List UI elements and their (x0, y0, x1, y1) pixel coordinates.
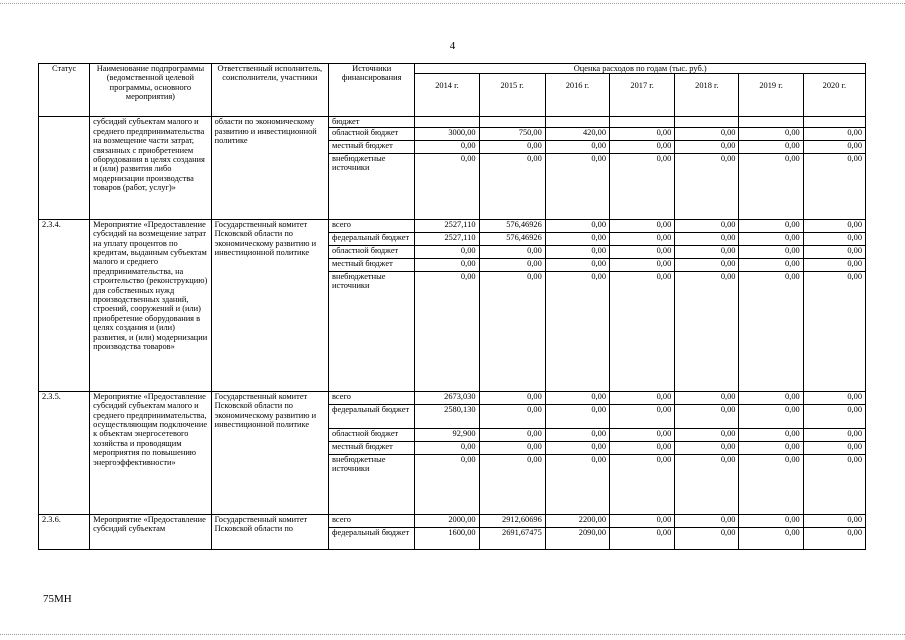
value-cell: 0,00 (415, 153, 479, 219)
value-cell: 0,00 (610, 271, 675, 391)
value-cell: 0,00 (675, 140, 739, 153)
value-cell: 0,00 (479, 153, 545, 219)
source-cell: областной бюджет (329, 245, 415, 258)
header-responsible: Ответственный исполнитель, соисполнители, участники (211, 64, 328, 117)
measure-name-cell: субсидий субъектам малого и среднего предпринимательства на возмещение части затрат, связанных с приобретением оборудования в целях создания и (или) развития либо модернизации производства товаров (работ, услуг)» (90, 117, 211, 219)
value-cell (739, 117, 803, 127)
value-cell (479, 117, 545, 127)
value-cell: 0,00 (415, 454, 479, 514)
measure-name-cell: Мероприятие «Предоставление субсидий на возмещение затрат на уплату процентов по кредитам, выданным субъектам малого и среднего предпринимательства, на строительство (реконструкцию) для собственных нужд производственных зданий, строений, сооружений и (или) приобретение оборудования в целях создания и (или) развития, и (или) модернизации производства товаров» (90, 219, 211, 391)
value-cell: 0,00 (610, 245, 675, 258)
value-cell: 0,00 (675, 127, 739, 140)
scan-edge-bottom (0, 634, 905, 635)
value-cell: 0,00 (610, 404, 675, 428)
table-header (39, 64, 866, 117)
status-cell (39, 117, 90, 219)
value-cell: 0,00 (739, 404, 803, 428)
value-cell: 0,00 (739, 514, 803, 527)
value-cell: 0,00 (545, 219, 609, 232)
header-estimate: Оценка расходов по годам (тыс. руб.) (415, 64, 866, 74)
value-cell: 0,00 (610, 153, 675, 219)
page-number: 4 (449, 40, 456, 52)
value-cell: 0,00 (479, 391, 545, 404)
value-cell: 0,00 (803, 441, 865, 454)
source-cell: бюджет (329, 117, 415, 127)
value-cell: 0,00 (545, 404, 609, 428)
value-cell: 3000,00 (415, 127, 479, 140)
value-cell: 0,00 (675, 271, 739, 391)
value-cell: 0,00 (803, 454, 865, 514)
value-cell: 0,00 (739, 441, 803, 454)
source-cell: областной бюджет (329, 127, 415, 140)
value-cell: 0,00 (545, 454, 609, 514)
responsible-cell: области по экономическому развитию и инвестиционной политике (211, 117, 328, 219)
value-cell: 0,00 (545, 441, 609, 454)
value-cell: 0,00 (739, 391, 803, 404)
value-cell (415, 117, 479, 127)
table-row (39, 117, 866, 127)
value-cell: 2090,00 (545, 527, 609, 549)
value-cell: 0,00 (415, 140, 479, 153)
value-cell: 0,00 (739, 219, 803, 232)
value-cell: 0,00 (739, 258, 803, 271)
value-cell: 0,00 (675, 527, 739, 549)
table-row (39, 219, 866, 232)
value-cell: 0,00 (479, 428, 545, 441)
value-cell: 0,00 (739, 140, 803, 153)
value-cell: 0,00 (479, 454, 545, 514)
source-cell: всего (329, 219, 415, 232)
value-cell: 0,00 (803, 219, 865, 232)
value-cell: 0,00 (479, 140, 545, 153)
value-cell: 92,900 (415, 428, 479, 441)
value-cell: 0,00 (803, 258, 865, 271)
value-cell: 0,00 (803, 404, 865, 428)
value-cell: 0,00 (803, 514, 865, 527)
value-cell: 0,00 (675, 219, 739, 232)
value-cell: 0,00 (415, 271, 479, 391)
value-cell: 0,00 (610, 219, 675, 232)
value-cell: 0,00 (545, 245, 609, 258)
value-cell: 0,00 (479, 441, 545, 454)
status-cell: 2.3.5. (39, 391, 90, 514)
source-cell: федеральный бюджет (329, 527, 415, 549)
header-status: Статус (39, 64, 90, 117)
value-cell: 0,00 (803, 127, 865, 140)
value-cell: 0,00 (675, 232, 739, 245)
source-cell: федеральный бюджет (329, 404, 415, 428)
header-year: 2020 г. (803, 74, 865, 117)
value-cell: 0,00 (610, 441, 675, 454)
source-cell: местный бюджет (329, 258, 415, 271)
header-name: Наименование подпрограммы (ведомственной целевой программы, основного мероприятия) (90, 64, 211, 117)
value-cell: 0,00 (610, 454, 675, 514)
measure-name-cell: Мероприятие «Предоставление субсидий субъектам малого и среднего предпринимательства, осуществляющим подключение к объектам энергосетевого хозяйства и проводящим мероприятия по повышению энергоэффективности» (90, 391, 211, 514)
source-cell: местный бюджет (329, 140, 415, 153)
value-cell: 0,00 (803, 428, 865, 441)
value-cell: 0,00 (739, 527, 803, 549)
value-cell: 0,00 (803, 271, 865, 391)
source-cell: внебюджетные источники (329, 271, 415, 391)
value-cell: 0,00 (675, 454, 739, 514)
value-cell: 0,00 (545, 391, 609, 404)
value-cell: 2200,00 (545, 514, 609, 527)
header-sources: Источники финансирования (329, 64, 415, 117)
value-cell: 0,00 (739, 245, 803, 258)
value-cell: 0,00 (545, 153, 609, 219)
value-cell: 2691,67475 (479, 527, 545, 549)
header-year: 2019 г. (739, 74, 803, 117)
value-cell: 420,00 (545, 127, 609, 140)
scan-edge-top (0, 3, 905, 4)
header-year: 2014 г. (415, 74, 479, 117)
value-cell: 0,00 (739, 153, 803, 219)
value-cell: 0,00 (739, 271, 803, 391)
value-cell: 0,00 (675, 391, 739, 404)
value-cell (610, 117, 675, 127)
value-cell: 0,00 (739, 454, 803, 514)
table-body (39, 117, 866, 549)
value-cell: 2673,030 (415, 391, 479, 404)
value-cell: 0,00 (479, 258, 545, 271)
value-cell: 0,00 (675, 441, 739, 454)
value-cell: 0,00 (610, 527, 675, 549)
budget-table (38, 63, 866, 550)
source-cell: внебюджетные источники (329, 454, 415, 514)
value-cell: 0,00 (415, 245, 479, 258)
value-cell: 576,46926 (479, 219, 545, 232)
source-cell: местный бюджет (329, 441, 415, 454)
value-cell: 0,00 (803, 140, 865, 153)
value-cell: 1600,00 (415, 527, 479, 549)
table-row (39, 514, 866, 527)
value-cell: 2912,60696 (479, 514, 545, 527)
header-year: 2015 г. (479, 74, 545, 117)
source-cell: внебюджетные источники (329, 153, 415, 219)
value-cell (545, 117, 609, 127)
value-cell: 0,00 (675, 514, 739, 527)
source-cell: областной бюджет (329, 428, 415, 441)
value-cell: 0,00 (675, 245, 739, 258)
value-cell: 0,00 (545, 232, 609, 245)
value-cell: 0,00 (610, 428, 675, 441)
value-cell: 2527,110 (415, 219, 479, 232)
value-cell: 0,00 (739, 127, 803, 140)
value-cell: 2000,00 (415, 514, 479, 527)
value-cell: 750,00 (479, 127, 545, 140)
value-cell: 0,00 (610, 140, 675, 153)
status-cell: 2.3.4. (39, 219, 90, 391)
header-year: 2016 г. (545, 74, 609, 117)
value-cell: 0,00 (739, 232, 803, 245)
value-cell: 0,00 (675, 258, 739, 271)
value-cell: 0,00 (479, 271, 545, 391)
source-cell: всего (329, 514, 415, 527)
value-cell: 2527,110 (415, 232, 479, 245)
footer-code: 75МН (43, 593, 72, 605)
table-row (39, 391, 866, 404)
value-cell: 0,00 (803, 391, 865, 404)
value-cell: 0,00 (803, 232, 865, 245)
value-cell: 0,00 (479, 404, 545, 428)
value-cell: 0,00 (545, 271, 609, 391)
responsible-cell: Государственный комитет Псковской области по (211, 514, 328, 549)
value-cell: 0,00 (675, 428, 739, 441)
value-cell: 0,00 (415, 441, 479, 454)
responsible-cell: Государственный комитет Псковской области по экономическому развитию и инвестиционной политике (211, 219, 328, 391)
value-cell: 0,00 (803, 527, 865, 549)
value-cell: 0,00 (610, 391, 675, 404)
value-cell: 0,00 (739, 428, 803, 441)
value-cell: 0,00 (545, 258, 609, 271)
value-cell: 0,00 (803, 245, 865, 258)
status-cell: 2.3.6. (39, 514, 90, 549)
value-cell: 576,46926 (479, 232, 545, 245)
value-cell: 2580,130 (415, 404, 479, 428)
header-year: 2017 г. (610, 74, 675, 117)
header-year: 2018 г. (675, 74, 739, 117)
value-cell: 0,00 (415, 258, 479, 271)
value-cell (803, 117, 865, 127)
value-cell: 0,00 (610, 258, 675, 271)
value-cell: 0,00 (545, 428, 609, 441)
source-cell: федеральный бюджет (329, 232, 415, 245)
source-cell: всего (329, 391, 415, 404)
value-cell: 0,00 (610, 232, 675, 245)
value-cell (675, 117, 739, 127)
value-cell: 0,00 (803, 153, 865, 219)
responsible-cell: Государственный комитет Псковской области по экономическому развитию и инвестиционной политике (211, 391, 328, 514)
value-cell: 0,00 (610, 127, 675, 140)
value-cell: 0,00 (479, 245, 545, 258)
value-cell: 0,00 (675, 404, 739, 428)
value-cell: 0,00 (675, 153, 739, 219)
measure-name-cell: Мероприятие «Предоставление субсидий субъектам (90, 514, 211, 549)
value-cell: 0,00 (545, 140, 609, 153)
value-cell: 0,00 (610, 514, 675, 527)
